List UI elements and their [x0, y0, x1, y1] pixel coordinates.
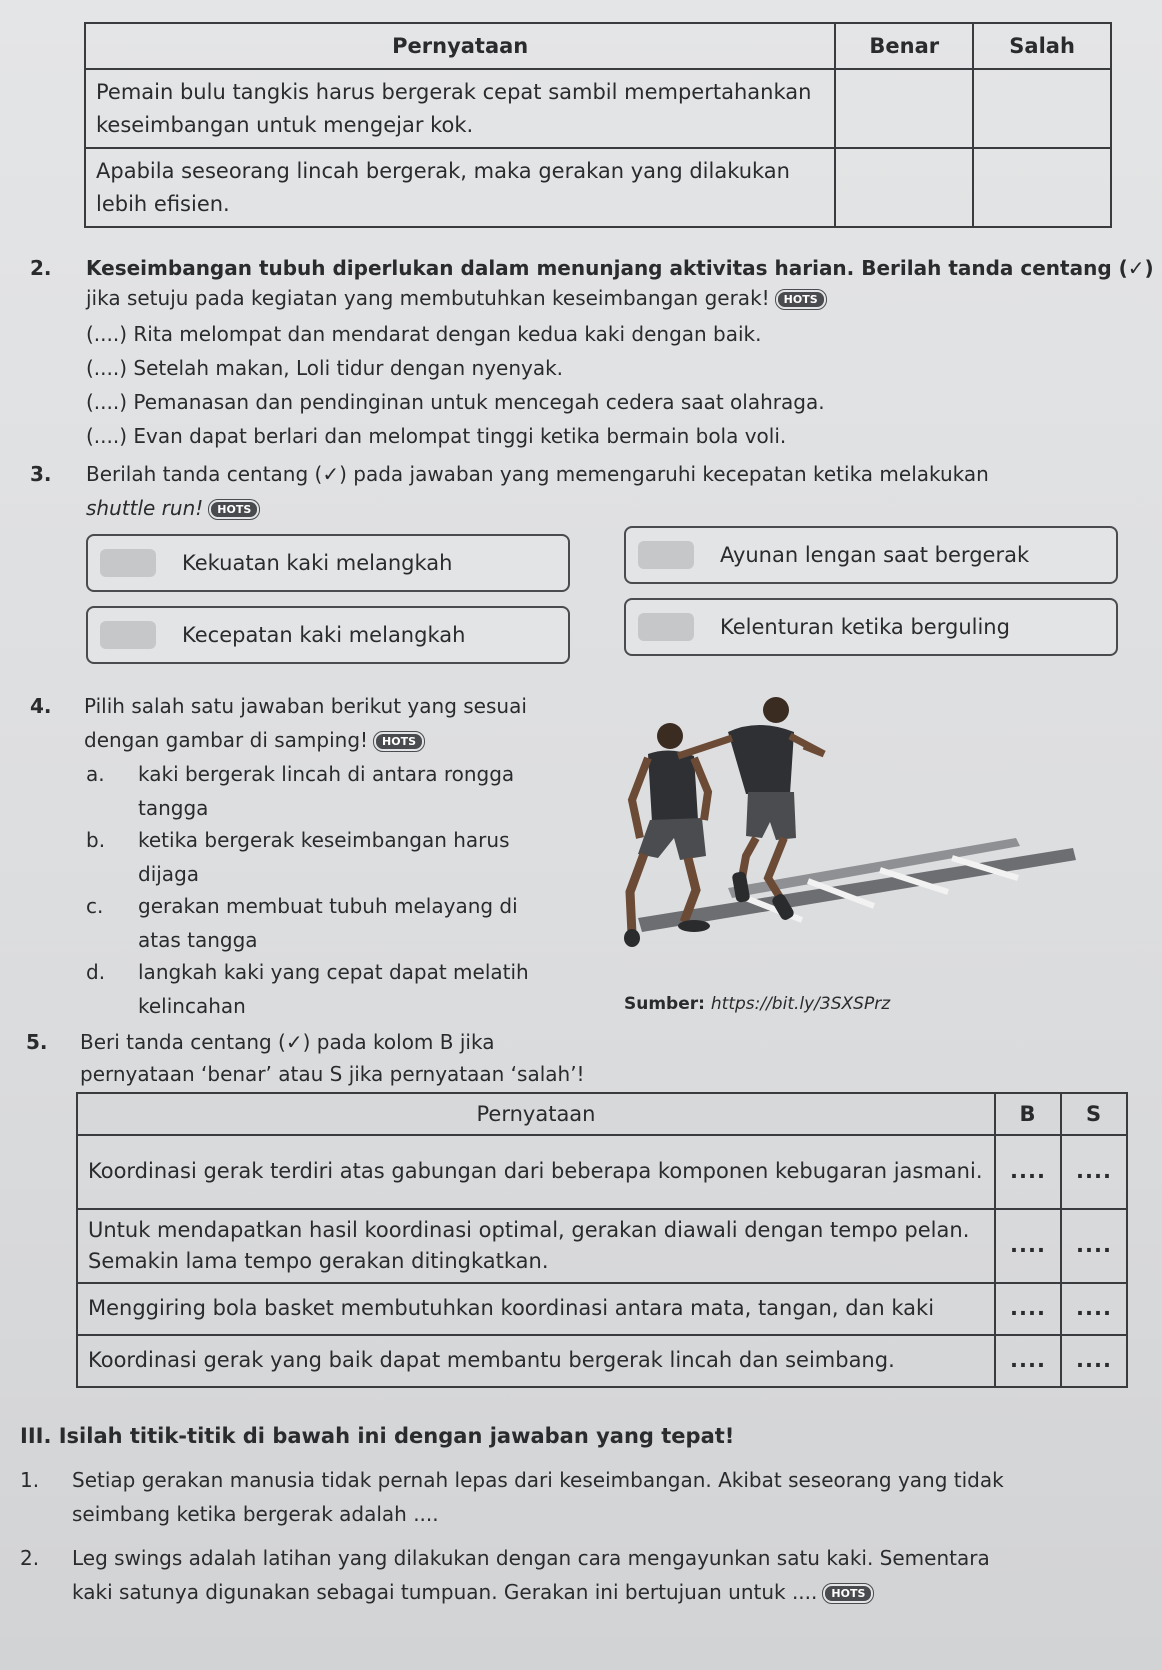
question-3-text-cont: [86, 496, 259, 520]
b-cell[interactable]: ....: [995, 1209, 1061, 1283]
table-row: [77, 1135, 1127, 1209]
checkbox[interactable]: [100, 549, 156, 577]
option-box[interactable]: [624, 526, 1118, 584]
table-row: [77, 1209, 1127, 1283]
option-box[interactable]: [86, 606, 570, 664]
question-2-text-cont: [86, 286, 826, 310]
checkbox[interactable]: [638, 613, 694, 641]
option-text-cont: dijaga: [138, 862, 200, 886]
option-text[interactable]: gerakan membuat tubuh melayang di: [138, 894, 518, 918]
q2-item: (....) Pemanasan dan pendinginan untuk mencegah cedera saat olahraga.: [86, 390, 825, 414]
option-label: Kekuatan kaki melangkah: [182, 551, 453, 575]
s-cell[interactable]: ....: [1061, 1209, 1127, 1283]
table-row: [77, 1335, 1127, 1387]
q2-item: (....) Setelah makan, Loli tidur dengan nyenyak.: [86, 356, 564, 380]
question-4-text: Pilih salah satu jawaban berikut yang sesuai: [84, 694, 527, 718]
salah-cell[interactable]: [973, 148, 1111, 227]
question-number: 4.: [30, 694, 52, 718]
header-pernyataan: Pernyataan: [77, 1093, 995, 1135]
header-benar: Benar: [835, 23, 973, 69]
option-text[interactable]: kaki bergerak lincah di antara rongga: [138, 762, 515, 786]
option-box[interactable]: [624, 598, 1118, 656]
image-source: [624, 994, 890, 1014]
option-label: Ayunan lengan saat bergerak: [720, 543, 1030, 567]
section-heading: III. Isilah titik-titik di bawah ini dengan jawaban yang tepat!: [20, 1424, 735, 1448]
option-letter: c.: [86, 894, 104, 918]
question-3-text: Berilah tanda centang (✓) pada jawaban yang memengaruhi kecepatan ketika melakukan: [86, 462, 989, 486]
essay-question-cont: seimbang ketika bergerak adalah ....: [72, 1502, 439, 1526]
source-link[interactable]: https://bit.ly/3SXSPrz: [710, 994, 891, 1014]
question-number: 3.: [30, 462, 52, 486]
header-s: S: [1061, 1093, 1127, 1135]
q2-item: (....) Rita melompat dan mendarat dengan kedua kaki dengan baik.: [86, 322, 762, 346]
table-header-row: [85, 23, 1111, 69]
option-text[interactable]: ketika bergerak keseimbangan harus: [138, 828, 510, 852]
question-4-text-cont: [84, 728, 424, 752]
table-row: [85, 69, 1111, 148]
benar-cell[interactable]: [835, 148, 973, 227]
question-number: 2.: [30, 256, 52, 280]
checkbox[interactable]: [100, 621, 156, 649]
option-letter: a.: [86, 762, 105, 786]
essay-question-line2: kaki satunya digunakan sebagai tumpuan. Gerakan ini bertujuan untuk ....: [72, 1580, 818, 1604]
table-row: [85, 148, 1111, 227]
question-5-text: Beri tanda centang (✓) pada kolom B jika: [80, 1030, 495, 1054]
essay-question: Leg swings adalah latihan yang dilakukan dengan cara mengayunkan satu kaki. Sementara: [72, 1546, 990, 1570]
s-cell[interactable]: ....: [1061, 1135, 1127, 1209]
benar-cell[interactable]: [835, 69, 973, 148]
b-cell[interactable]: ....: [995, 1135, 1061, 1209]
option-label: Kecepatan kaki melangkah: [182, 623, 466, 647]
hots-badge: HOTS: [776, 290, 826, 309]
hots-badge: HOTS: [374, 732, 424, 751]
statement-cell: Koordinasi gerak terdiri atas gabungan dari beberapa komponen kebugaran jasmani.: [77, 1135, 995, 1209]
option-letter: d.: [86, 960, 106, 984]
b-cell[interactable]: ....: [995, 1335, 1061, 1387]
option-letter: b.: [86, 828, 106, 852]
q2-item: (....) Evan dapat berlari dan melompat tinggi ketika bermain bola voli.: [86, 424, 787, 448]
statement-cell: Untuk mendapatkan hasil koordinasi optimal, gerakan diawali dengan tempo pelan. Semakin lama tempo gerakan ditingkatkan.: [77, 1209, 995, 1283]
question-4-text-line2: dengan gambar di samping!: [84, 728, 369, 752]
question-number: 1.: [20, 1468, 40, 1492]
question-3-text-line2: shuttle run!: [86, 496, 204, 520]
essay-question-cont: [72, 1580, 873, 1604]
s-cell[interactable]: ....: [1061, 1335, 1127, 1387]
option-text-cont: tangga: [138, 796, 209, 820]
question-2-text: Keseimbangan tubuh diperlukan dalam menunjang aktivitas harian. Berilah tanda centang (✓): [86, 256, 1154, 280]
question-number: 5.: [26, 1030, 48, 1054]
question-2-text-line2: jika setuju pada kegiatan yang membutuhkan keseimbangan gerak!: [86, 286, 770, 310]
b-cell[interactable]: ....: [995, 1283, 1061, 1335]
table-row: [77, 1283, 1127, 1335]
option-text-cont: kelincahan: [138, 994, 246, 1018]
statement-cell: Menggiring bola basket membutuhkan koordinasi antara mata, tangan, dan kaki: [77, 1283, 995, 1335]
statement-cell: Apabila seseorang lincah bergerak, maka gerakan yang dilakukan lebih efisien.: [85, 148, 835, 227]
hots-badge: HOTS: [209, 500, 259, 519]
question-number: 2.: [20, 1546, 40, 1570]
question-5-text-cont: pernyataan ‘benar’ atau S jika pernyataan ‘salah’!: [80, 1062, 585, 1086]
salah-cell[interactable]: [973, 69, 1111, 148]
option-label: Kelenturan ketika berguling: [720, 615, 1010, 639]
source-label: Sumber:: [624, 994, 705, 1014]
statement-table-2: [76, 1092, 1128, 1388]
checkbox[interactable]: [638, 541, 694, 569]
s-cell[interactable]: ....: [1061, 1283, 1127, 1335]
statement-cell: Pemain bulu tangkis harus bergerak cepat sambil mempertahankan keseimbangan untuk mengejar kok.: [85, 69, 835, 148]
essay-question: Setiap gerakan manusia tidak pernah lepas dari keseimbangan. Akibat seseorang yang tidak: [72, 1468, 1004, 1492]
hots-badge: HOTS: [823, 1584, 873, 1603]
header-salah: Salah: [973, 23, 1111, 69]
header-b: B: [995, 1093, 1061, 1135]
option-box[interactable]: [86, 534, 570, 592]
ladder-drill-photo: [618, 688, 1078, 994]
ladder-rail: [638, 848, 1076, 932]
table-header-row: [77, 1093, 1127, 1135]
option-text-cont: atas tangga: [138, 928, 258, 952]
statement-table-1: [84, 22, 1112, 228]
header-pernyataan: Pernyataan: [85, 23, 835, 69]
option-text[interactable]: langkah kaki yang cepat dapat melatih: [138, 960, 529, 984]
statement-cell: Koordinasi gerak yang baik dapat membantu bergerak lincah dan seimbang.: [77, 1335, 995, 1387]
